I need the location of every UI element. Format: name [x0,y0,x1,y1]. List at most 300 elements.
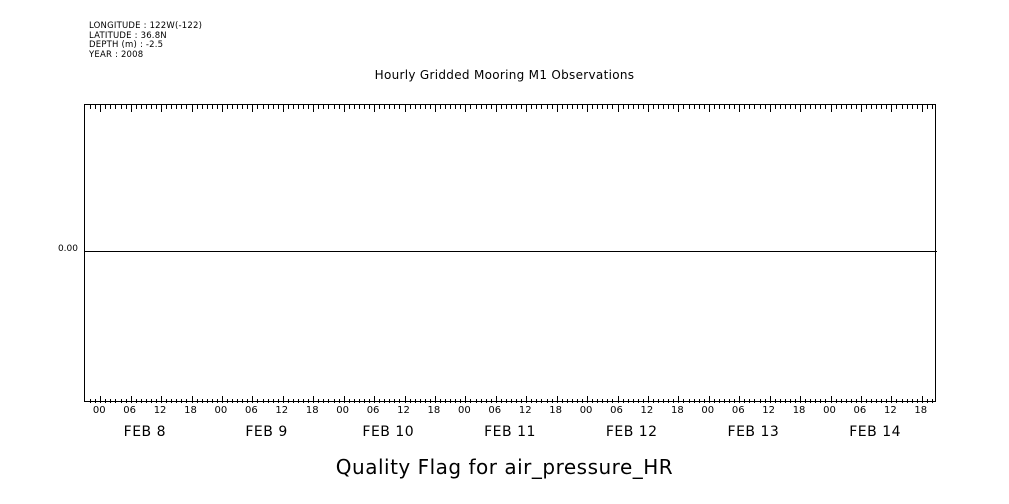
axis-tick-minor [623,105,624,109]
axis-tick-minor [430,399,431,403]
axis-tick-minor [146,399,147,403]
axis-tick-minor [181,105,182,109]
axis-tick-minor [694,399,695,403]
axis-tick-major [374,396,375,403]
axis-tick-minor [912,105,913,109]
axis-tick-minor [653,105,654,109]
axis-tick-minor [638,105,639,109]
x-axis-hour-label: 12 [762,405,776,416]
axis-tick-minor [623,399,624,403]
axis-tick-minor [577,399,578,403]
axis-tick-minor [481,105,482,109]
axis-tick-major [891,396,892,403]
axis-tick-minor [536,399,537,403]
axis-tick-major [222,105,223,112]
axis-tick-minor [582,105,583,109]
axis-tick-minor [217,105,218,109]
axis-tick-minor [552,105,553,109]
axis-tick-minor [166,105,167,109]
axis-tick-minor [633,105,634,109]
axis-tick-minor [263,399,264,403]
axis-tick-minor [886,105,887,109]
axis-tick-minor [790,105,791,109]
axis-tick-minor [795,105,796,109]
axis-tick-major [192,105,193,112]
axis-tick-minor [531,105,532,109]
axis-tick-minor [151,399,152,403]
axis-tick-major [648,396,649,403]
axis-tick-minor [263,105,264,109]
x-axis-hour-label: 18 [914,405,928,416]
axis-tick-minor [805,105,806,109]
axis-tick-minor [389,105,390,109]
axis-tick-minor [876,399,877,403]
axis-tick-minor [90,399,91,403]
axis-tick-minor [754,105,755,109]
axis-tick-minor [577,105,578,109]
x-axis-day-label: FEB 13 [727,424,780,440]
axis-tick-minor [749,399,750,403]
axis-tick-minor [597,105,598,109]
axis-tick-minor [247,105,248,109]
axis-tick-minor [820,105,821,109]
axis-tick-minor [440,105,441,109]
axis-tick-minor [105,105,106,109]
axis-tick-major [405,105,406,112]
plot-frame [84,104,936,402]
axis-tick-minor [399,105,400,109]
axis-tick-minor [729,399,730,403]
axis-tick-minor [744,105,745,109]
axis-tick-minor [754,399,755,403]
axis-tick-minor [110,105,111,109]
x-axis-hour-label: 06 [366,405,380,416]
metadata-latitude: LATITUDE : 36.8N [89,30,167,41]
axis-tick-minor [927,105,928,109]
plot-title: Hourly Gridded Mooring M1 Observations [374,68,635,82]
x-axis-hour-label: 00 [579,405,593,416]
zero-reference-line [85,251,937,252]
axis-tick-major [922,105,923,112]
axis-tick-minor [410,399,411,403]
axis-tick-minor [359,105,360,109]
axis-tick-minor [724,399,725,403]
axis-tick-minor [151,105,152,109]
axis-tick-minor [511,399,512,403]
axis-tick-minor [673,399,674,403]
axis-tick-minor [476,105,477,109]
axis-tick-minor [932,105,933,109]
axis-tick-minor [815,399,816,403]
axis-tick-major [131,105,132,112]
axis-tick-minor [734,399,735,403]
axis-tick-minor [572,105,573,109]
metadata-depth: DEPTH (m) : -2.5 [89,40,164,50]
x-axis-hour-label: 00 [823,405,836,416]
axis-tick-minor [470,399,471,403]
x-axis-hour-label: 12 [640,405,654,416]
x-axis-hour-label: 12 [883,405,897,416]
axis-tick-layer [85,105,937,403]
axis-tick-minor [202,105,203,109]
x-axis-hour-label: 06 [244,405,258,416]
y-axis-tick-label-0: 0.00 [57,244,78,254]
axis-tick-minor [455,105,456,109]
axis-tick-major [344,105,345,112]
axis-tick-major [770,396,771,403]
axis-tick-minor [501,399,502,403]
axis-tick-minor [197,105,198,109]
axis-tick-minor [394,399,395,403]
axis-tick-minor [795,399,796,403]
axis-tick-minor [714,399,715,403]
axis-tick-minor [907,399,908,403]
axis-tick-minor [425,105,426,109]
axis-tick-minor [141,399,142,403]
axis-tick-minor [379,105,380,109]
axis-tick-minor [638,399,639,403]
axis-tick-minor [339,399,340,403]
axis-tick-minor [212,399,213,403]
axis-tick-major [557,105,558,112]
x-axis-hour-label: 18 [305,405,319,416]
axis-tick-minor [323,399,324,403]
axis-tick-major [861,105,862,112]
axis-tick-minor [217,399,218,403]
axis-tick-minor [876,105,877,109]
axis-tick-minor [785,399,786,403]
axis-tick-minor [607,399,608,403]
axis-tick-minor [683,399,684,403]
axis-tick-minor [734,105,735,109]
axis-tick-major [831,396,832,403]
axis-tick-minor [278,105,279,109]
axis-tick-minor [932,399,933,403]
axis-tick-minor [369,399,370,403]
axis-tick-minor [516,399,517,403]
axis-tick-minor [825,399,826,403]
axis-tick-minor [653,399,654,403]
axis-tick-minor [846,399,847,403]
axis-tick-minor [567,399,568,403]
x-axis-day-label: FEB 12 [605,424,658,440]
axis-tick-minor [298,105,299,109]
axis-tick-minor [420,105,421,109]
axis-tick-minor [643,105,644,109]
axis-tick-minor [293,105,294,109]
axis-tick-minor [237,399,238,403]
x-axis-hour-label: 00 [214,405,228,416]
axis-tick-minor [207,105,208,109]
x-axis-hour-label: 18 [427,405,441,416]
x-axis-hour-label: 00 [336,405,350,416]
axis-tick-minor [455,399,456,403]
axis-tick-minor [896,399,897,403]
x-axis-day-label: FEB 8 [123,424,167,440]
axis-tick-minor [815,105,816,109]
axis-tick-minor [257,399,258,403]
axis-tick-minor [521,399,522,403]
axis-tick-minor [334,105,335,109]
axis-tick-minor [237,105,238,109]
axis-tick-minor [643,399,644,403]
axis-tick-major [435,105,436,112]
axis-tick-minor [207,399,208,403]
axis-tick-minor [90,105,91,109]
axis-tick-major [496,396,497,403]
axis-tick-minor [318,105,319,109]
axis-tick-minor [476,399,477,403]
x-axis-hour-labels [84,405,936,419]
x-axis-hour-label: 12 [397,405,410,416]
axis-tick-major [557,396,558,403]
axis-tick-minor [820,399,821,403]
metadata-block [89,22,202,60]
axis-tick-major [770,105,771,112]
x-axis-day-label: FEB 9 [245,424,288,440]
axis-tick-minor [668,105,669,109]
axis-tick-minor [506,105,507,109]
x-axis-day-label: FEB 11 [484,424,536,440]
axis-tick-minor [668,399,669,403]
axis-tick-minor [541,399,542,403]
axis-tick-major [252,396,253,403]
axis-tick-minor [364,399,365,403]
axis-tick-minor [881,105,882,109]
axis-tick-minor [288,105,289,109]
axis-tick-major [891,105,892,112]
axis-tick-minor [851,399,852,403]
x-axis-hour-label: 00 [457,405,471,416]
axis-tick-minor [181,399,182,403]
axis-tick-minor [836,399,837,403]
axis-tick-major [465,105,466,112]
axis-tick-minor [765,399,766,403]
axis-tick-minor [242,399,243,403]
axis-tick-minor [612,399,613,403]
axis-tick-minor [303,399,304,403]
x-axis-hour-label: 12 [153,405,167,416]
axis-tick-minor [425,399,426,403]
axis-tick-minor [516,105,517,109]
axis-tick-minor [339,105,340,109]
axis-tick-minor [810,399,811,403]
axis-tick-minor [521,105,522,109]
axis-tick-minor [146,105,147,109]
axis-tick-minor [105,399,106,403]
axis-tick-minor [704,105,705,109]
axis-tick-major [405,396,406,403]
axis-tick-minor [323,105,324,109]
axis-tick-minor [552,399,553,403]
axis-tick-major [922,396,923,403]
axis-tick-minor [460,399,461,403]
axis-tick-minor [851,105,852,109]
axis-tick-minor [841,105,842,109]
axis-tick-major [100,105,101,112]
axis-tick-minor [881,399,882,403]
axis-tick-minor [268,399,269,403]
axis-tick-minor [481,399,482,403]
axis-tick-minor [278,399,279,403]
axis-tick-minor [724,105,725,109]
axis-tick-major [618,105,619,112]
x-axis-hour-label: 06 [123,405,137,416]
axis-tick-minor [197,399,198,403]
axis-tick-minor [470,105,471,109]
axis-tick-minor [186,399,187,403]
metadata-longitude: LONGITUDE : 122W(-122) [89,21,203,31]
axis-tick-major [739,105,740,112]
axis-tick-minor [126,399,127,403]
axis-tick-minor [268,105,269,109]
axis-tick-minor [273,105,274,109]
axis-tick-minor [176,399,177,403]
x-axis-hour-label: 12 [275,405,289,416]
axis-tick-minor [186,105,187,109]
axis-tick-minor [689,399,690,403]
axis-tick-minor [491,399,492,403]
axis-tick-minor [202,399,203,403]
axis-tick-minor [663,399,664,403]
axis-tick-minor [719,105,720,109]
axis-tick-minor [318,399,319,403]
axis-tick-minor [379,399,380,403]
axis-tick-minor [491,105,492,109]
axis-tick-minor [592,105,593,109]
axis-tick-minor [212,105,213,109]
axis-tick-minor [136,105,137,109]
axis-tick-minor [257,105,258,109]
axis-tick-minor [846,105,847,109]
metadata-year: YEAR : 2008 [89,49,144,60]
axis-tick-major [678,396,679,403]
axis-tick-minor [780,399,781,403]
axis-tick-minor [917,105,918,109]
axis-tick-minor [927,399,928,403]
axis-tick-minor [694,105,695,109]
axis-tick-major [526,396,527,403]
x-axis-hour-label: 00 [701,405,715,416]
axis-tick-major [648,105,649,112]
axis-tick-minor [775,399,776,403]
x-axis-hour-label: 06 [853,405,867,416]
axis-tick-major [161,396,162,403]
axis-tick-minor [156,399,157,403]
axis-tick-minor [805,399,806,403]
x-axis-hour-label: 06 [731,405,745,416]
x-axis-hour-label: 00 [92,405,106,416]
x-axis-hour-label: 18 [670,405,684,416]
axis-tick-minor [673,105,674,109]
axis-tick-minor [486,105,487,109]
axis-tick-minor [445,105,446,109]
axis-tick-major [283,396,284,403]
axis-tick-major [831,105,832,112]
axis-tick-minor [430,105,431,109]
axis-tick-minor [511,105,512,109]
axis-tick-major [192,396,193,403]
axis-tick-minor [719,399,720,403]
axis-tick-minor [242,105,243,109]
x-axis-hour-label: 06 [610,405,623,416]
axis-tick-minor [288,399,289,403]
axis-tick-minor [744,399,745,403]
axis-tick-minor [227,399,228,403]
axis-tick-major [496,105,497,112]
axis-tick-minor [699,399,700,403]
axis-tick-major [465,396,466,403]
axis-tick-minor [450,399,451,403]
axis-tick-minor [394,105,395,109]
axis-tick-minor [866,105,867,109]
axis-tick-minor [658,105,659,109]
axis-tick-major [161,105,162,112]
axis-tick-minor [582,399,583,403]
axis-tick-minor [293,399,294,403]
axis-tick-minor [871,399,872,403]
axis-tick-minor [699,105,700,109]
axis-tick-minor [121,105,122,109]
axis-tick-major [618,396,619,403]
axis-tick-minor [572,399,573,403]
axis-tick-minor [141,105,142,109]
axis-tick-major [861,396,862,403]
axis-tick-minor [232,399,233,403]
axis-tick-major [435,396,436,403]
axis-tick-minor [126,105,127,109]
x-axis-hour-label: 18 [792,405,806,416]
axis-tick-minor [328,399,329,403]
chart-caption: Quality Flag for air_pressure_HR [335,455,674,479]
axis-tick-minor [349,399,350,403]
axis-tick-minor [303,105,304,109]
axis-tick-minor [364,105,365,109]
axis-tick-minor [856,399,857,403]
axis-tick-minor [547,105,548,109]
axis-tick-minor [354,105,355,109]
x-axis-hour-label: 18 [549,405,563,416]
axis-tick-major [587,105,588,112]
axis-tick-minor [176,105,177,109]
x-axis-hour-label: 18 [184,405,197,416]
axis-tick-minor [592,399,593,403]
axis-tick-minor [115,105,116,109]
axis-tick-minor [886,399,887,403]
axis-tick-minor [95,399,96,403]
axis-tick-minor [704,399,705,403]
axis-tick-minor [663,105,664,109]
axis-tick-minor [602,105,603,109]
axis-tick-major [100,396,101,403]
axis-tick-minor [232,105,233,109]
axis-tick-major [313,396,314,403]
axis-tick-minor [460,105,461,109]
axis-tick-minor [110,399,111,403]
axis-tick-minor [384,105,385,109]
axis-tick-minor [628,105,629,109]
axis-tick-major [222,396,223,403]
axis-tick-minor [597,399,598,403]
axis-tick-minor [902,399,903,403]
x-axis-day-label: FEB 14 [849,424,902,440]
axis-tick-major [678,105,679,112]
axis-tick-major [131,396,132,403]
x-axis-day-labels [84,424,936,444]
axis-tick-minor [765,105,766,109]
axis-tick-minor [714,105,715,109]
axis-tick-minor [562,399,563,403]
